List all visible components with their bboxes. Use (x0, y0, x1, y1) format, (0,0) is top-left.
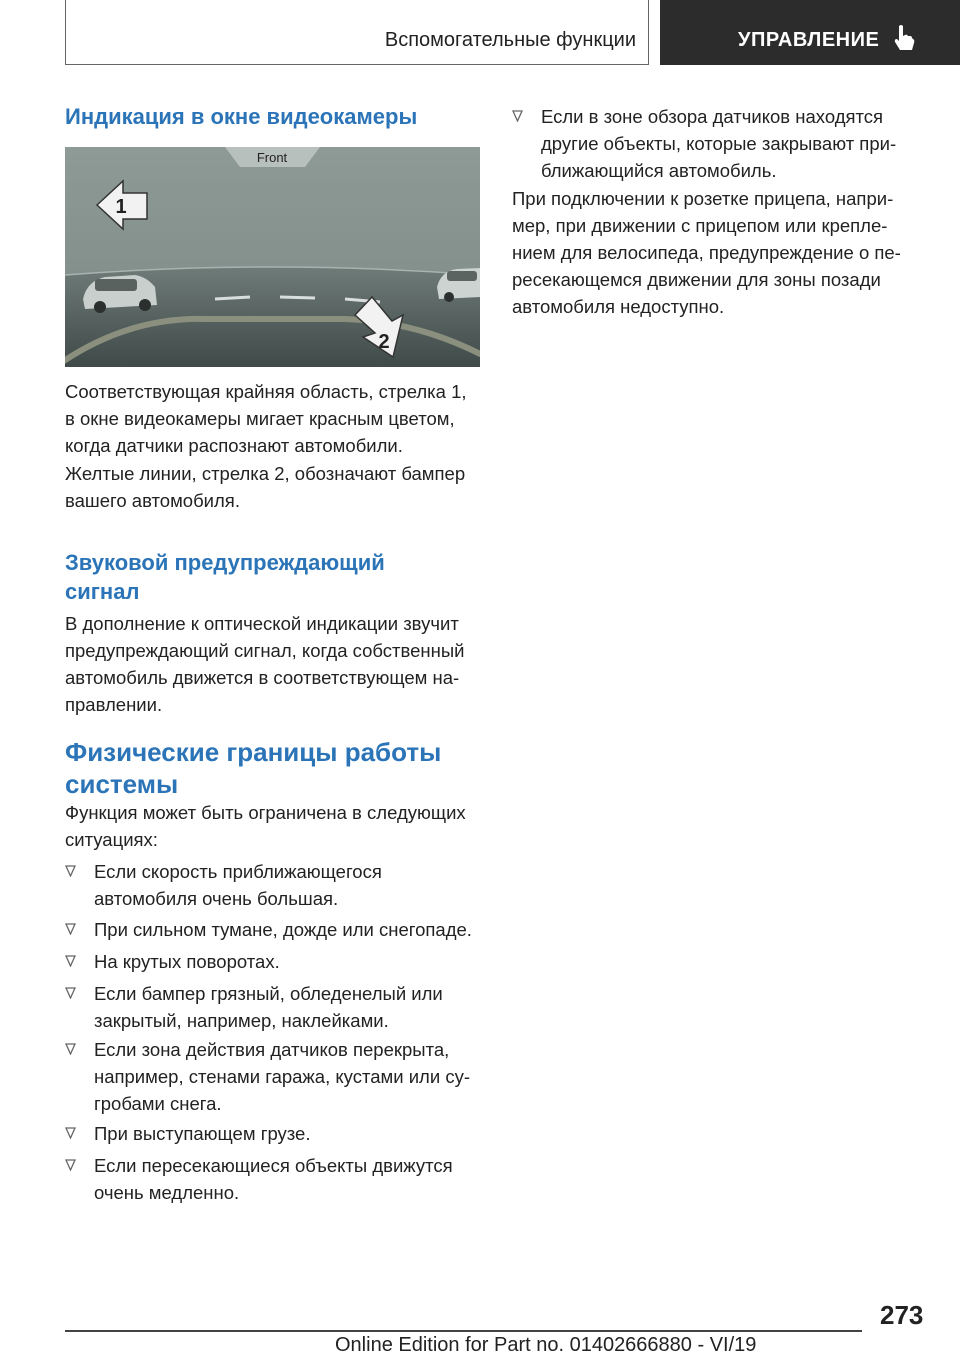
list-item: При сильном тумане, дожде или снегопаде. (94, 916, 472, 943)
header-section-box (65, 0, 649, 65)
front-label: Front (256, 150, 288, 165)
header-section-title: Вспомогательные функции (384, 29, 636, 51)
bullet-triangle-icon (65, 987, 76, 999)
arrow-1-label: 1 (115, 196, 127, 218)
paragraph-camera-arrow1: Соответствующая крайняя область, стрелка 1, в окне видеокамеры мигает красным цветом, когда датчики распознают автомобили. (65, 381, 467, 456)
list-item: Если в зоне обзора датчиков находятся другие объекты, которые закрывают при‐ ближающийся автомобиль. (541, 103, 896, 184)
list-item: Если бампер грязный, обледенелый или закрытый, например, наклейками. (94, 980, 443, 1034)
list-item: Если зона действия датчиков перекрыта, например, стенами гаража, кустами или су‐ гробами снега. (94, 1036, 470, 1117)
bullet-triangle-icon (512, 110, 523, 122)
bullet-triangle-icon (65, 865, 76, 877)
bullet-triangle-icon (65, 1127, 76, 1139)
page-number: 273 (880, 1300, 924, 1330)
list-item: Если пересекающиеся объекты движутся очень медленно. (94, 1152, 453, 1206)
paragraph-camera-arrow2: Желтые линии, стрелка 2, обозначают бампер вашего автомобиля. (65, 463, 466, 511)
header-chapter-title: УПРАВЛЕНИЕ (738, 29, 880, 51)
paragraph-trailer-note: При подключении к розетке прицепа, напри‐ мер, при движении с прицепом или крепле‐ нием для велосипеда, предупреждение о пе‐ ресекающемся движении для зоны позади автомобиля недоступно. (512, 188, 901, 317)
touch-hand-icon (892, 24, 916, 52)
arrow-2-label: 2 (378, 331, 390, 353)
list-item: Если скорость приближающегося автомобиля очень большая. (94, 858, 382, 912)
bullet-triangle-icon (65, 923, 76, 935)
heading-camera-display: Индикация в окне видеокамеры (65, 104, 418, 129)
paragraph-sound-warning: В дополнение к оптической индикации звучит предупреждающий сигнал, когда собственный автомобиль движется в соответствующем на‐ правлении. (65, 613, 465, 715)
list-item: При выступающем грузе. (94, 1120, 311, 1147)
footer-divider (65, 1330, 862, 1332)
heading-sound-warning: Звуковой предупреждающий сигнал (65, 550, 385, 604)
camera-view-figure (65, 147, 480, 367)
paragraph-system-limits: Функция может быть ограничена в следующих ситуациях: (65, 802, 466, 850)
bullet-triangle-icon (65, 955, 76, 967)
list-item: На крутых поворотах. (94, 948, 280, 975)
heading-system-limits: Физические границы работы системы (65, 737, 442, 799)
bullet-triangle-icon (65, 1043, 76, 1055)
header-chapter-box (660, 0, 960, 65)
footer-edition: Online Edition for Part no. 01402666880 - VI/19 (335, 1334, 757, 1356)
bullet-triangle-icon (65, 1159, 76, 1171)
